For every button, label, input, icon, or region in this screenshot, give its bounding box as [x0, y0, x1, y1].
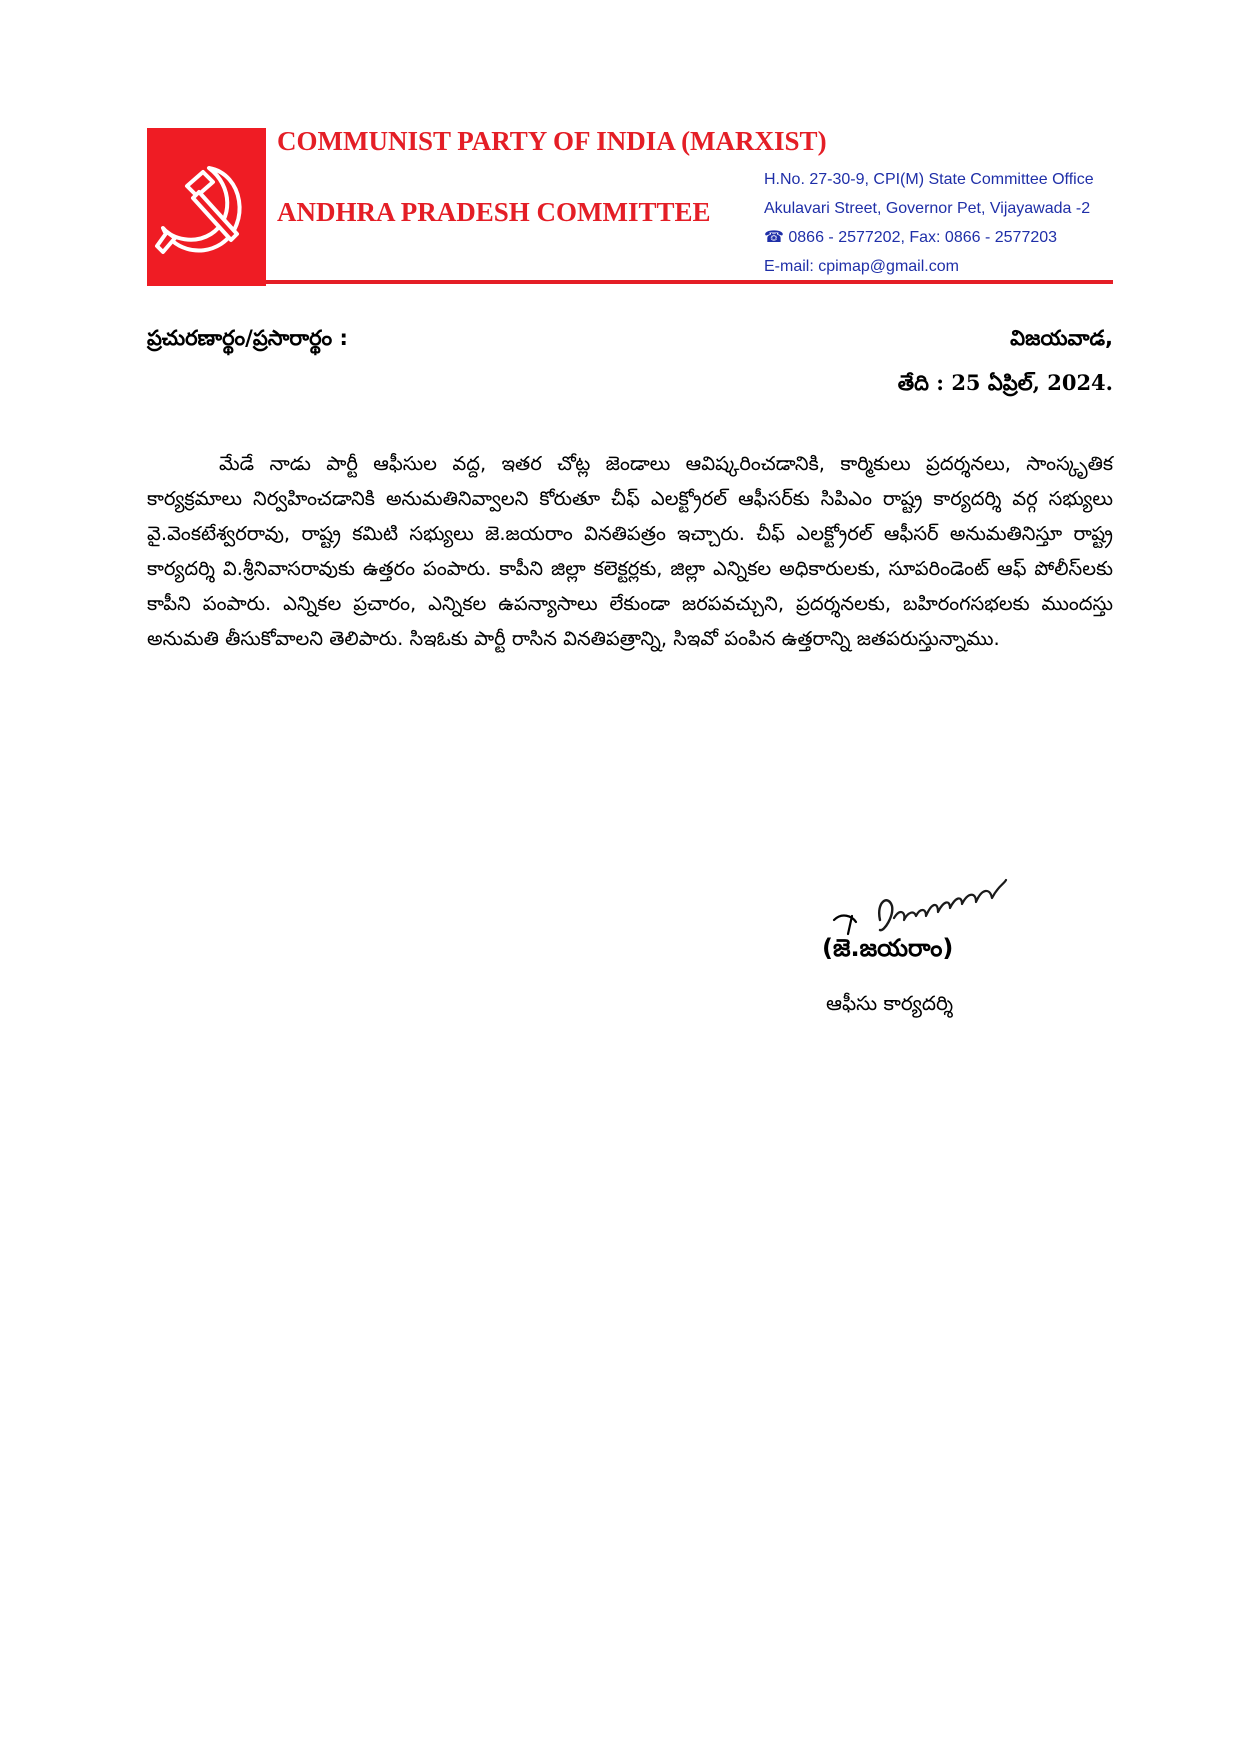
date: తేది : 25 ఏప్రిల్, 2024.: [897, 370, 1113, 395]
party-logo: [147, 128, 266, 286]
email-line: E-mail: cpimap@gmail.com: [764, 258, 959, 275]
committee-name: ANDHRA PRADESH COMMITTEE: [277, 197, 711, 227]
address-line: Akulavari Street, Governor Pet, Vijayawada -2: [764, 200, 1091, 217]
letterhead-divider: [266, 280, 1113, 284]
address-block: [764, 170, 1124, 286]
phone-line: ☎ 0866 - 2577202, Fax: 0866 - 2577203: [764, 229, 1058, 246]
handwritten-signature: [822, 872, 1022, 942]
signatory-name: (జె.జయరాం): [822, 934, 954, 962]
body-paragraph: మేడే నాడు పార్టీ ఆఫీసుల వద్ద, ఇతర చోట్ల జెండాలు ఆవిష్కరించడానికి, కార్మికులు ప్రదర్శనలు, సాంస్కృతిక కార్యక్రమాలు నిర్వహించడానికి అనుమతినివ్వాలని కోరుతూ చీఫ్ ఎలక్ట్రోరల్ ఆఫీసర్‌కు సిపిఎం రాష్ట్ర కార్యదర్శి వర్గ సభ్యులు వై.వెంకటేశ్వరరావు, రాష్ట్ర కమిటి సభ్యులు జె.జయరాం వినతిపత్రం ఇచ్చారు. చీఫ్ ఎలక్ట్రోరల్ ఆఫీసర్ అనుమతినిస్తూ రాష్ట్ర కార్యదర్శి వి.శ్రీనివాసరావుకు ఉత్తరం పంపారు. కాపీని జిల్లా కలెక్టర్లకు, జిల్లా ఎన్నికల అధికారులకు, సూపరిండెంట్ ఆఫ్ పోలీస్‌లకు కాపీని పంపారు. ఎన్నికల ప్రచారం, ఎన్నికల ఉపన్యాసాలు లేకుండా జరపవచ్చుని, ప్రదర్శనలకు, బహిరంగసభలకు ముందస్తు అనుమతి తీసుకోవాలని తెలిపారు. సిఇఓకు పార్టీ రాసిన వినతిపత్రాన్ని, సిఇవో పంపిన ఉత్తరాన్ని జతపరుస్తున్నాము.: [147, 452, 1113, 650]
place: విజయవాడ,: [1010, 326, 1113, 350]
address-line: H.No. 27-30-9, CPI(M) State Committee Office: [764, 171, 1094, 188]
publication-label: ప్రచురణార్థం/ప్రసారార్థం :: [147, 326, 348, 350]
hammer-sickle-icon: [147, 128, 266, 286]
party-name: COMMUNIST PARTY OF INDIA (MARXIST): [277, 126, 827, 156]
signatory-title: ఆఫీసు కార్యదర్శి: [826, 991, 954, 1015]
